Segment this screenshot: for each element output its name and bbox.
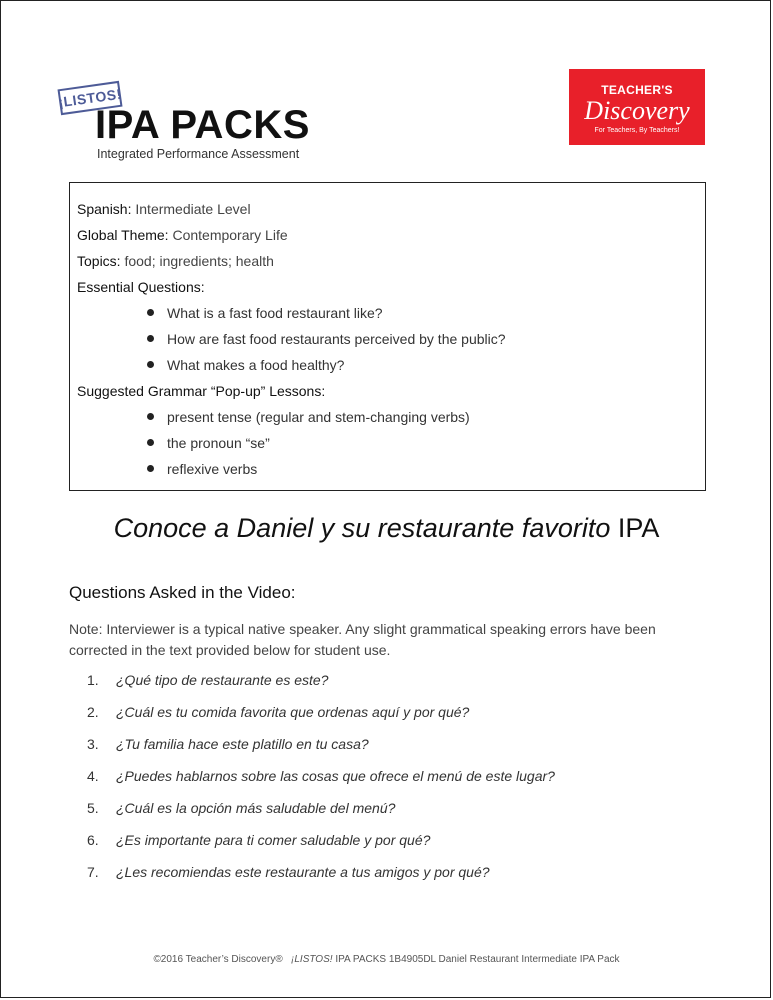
question-number: 6. — [87, 832, 99, 848]
list-item — [87, 671, 555, 703]
ipa-title-suffix: IPA — [617, 513, 660, 543]
theme-value: Contemporary Life — [172, 227, 288, 243]
grammar-list — [77, 407, 705, 485]
list-item: What makes a food healthy? — [145, 355, 705, 381]
spanish-value: Intermediate Level — [135, 201, 251, 217]
question-text: ¿Puedes hablarnos sobre las cosas que ofrece el menú de este lugar? — [116, 768, 555, 784]
logo-line-1: TEACHER'S — [601, 83, 673, 97]
question-text: ¿Es importante para ti comer saludable y por qué? — [116, 832, 431, 848]
list-item: reflexive verbs — [145, 459, 705, 485]
question-number: 5. — [87, 800, 99, 816]
footer-copyright: ©2016 Teacher’s Discovery® — [153, 954, 283, 965]
list-item: How are fast food restaurants perceived by the public? — [145, 329, 705, 355]
product-title: IPA PACKS — [95, 103, 310, 147]
question-number: 4. — [87, 768, 99, 784]
info-box — [69, 182, 706, 491]
logo-line-2: Discovery — [584, 96, 690, 125]
list-item — [87, 831, 555, 863]
teachers-discovery-logo — [569, 69, 705, 145]
question-number: 1. — [87, 672, 99, 688]
essential-questions-label: Essential Questions: — [77, 279, 205, 295]
topics-label: Topics: — [77, 253, 121, 269]
question-number: 7. — [87, 864, 99, 880]
page-footer — [1, 954, 772, 965]
questions-list — [87, 671, 555, 895]
footer-product: IPA PACKS 1B4905DL Daniel Restaurant Intermediate IPA Pack — [335, 954, 620, 965]
stamp-text: ¡LISTOS! — [57, 85, 123, 111]
interviewer-note: Note: Interviewer is a typical native speaker. Any slight grammatical speaking errors have been corrected in the text provided below for student use. — [69, 621, 656, 658]
question-text: ¿Qué tipo de restaurante es este? — [116, 672, 329, 688]
info-topics — [77, 251, 705, 277]
info-theme — [77, 225, 705, 251]
theme-label: Global Theme: — [77, 227, 169, 243]
list-item — [87, 703, 555, 735]
question-text: ¿Cuál es tu comida favorita que ordenas aquí y por qué? — [116, 704, 470, 720]
question-text: ¿Les recomiendas este restaurante a tus amigos y por qué? — [116, 864, 490, 880]
essential-questions-list — [77, 303, 705, 381]
info-spanish — [77, 199, 705, 225]
question-number: 3. — [87, 736, 99, 752]
list-item: the pronoun “se” — [145, 433, 705, 459]
list-item — [87, 735, 555, 767]
ipa-title-italic: Conoce a Daniel y su restaurante favorito — [113, 513, 611, 543]
footer-product-italic: ¡LISTOS! — [291, 954, 333, 965]
question-text: ¿Cuál es la opción más saludable del menú? — [116, 800, 396, 816]
topics-value: food; ingredients; health — [124, 253, 274, 269]
question-number: 2. — [87, 704, 99, 720]
questions-heading: Questions Asked in the Video: — [69, 583, 296, 602]
spanish-label: Spanish: — [77, 201, 132, 217]
list-item: present tense (regular and stem-changing verbs) — [145, 407, 705, 433]
logo-tagline: For Teachers, By Teachers! — [594, 127, 680, 134]
question-text: ¿Tu familia hace este platillo en tu casa? — [116, 736, 369, 752]
list-item — [87, 799, 555, 831]
list-item — [87, 767, 555, 799]
ipa-title — [1, 513, 772, 544]
list-item: What is a fast food restaurant like? — [145, 303, 705, 329]
grammar-label: Suggested Grammar “Pop-up” Lessons: — [77, 383, 326, 399]
product-subtitle: Integrated Performance Assessment — [97, 147, 300, 161]
list-item — [87, 863, 555, 895]
